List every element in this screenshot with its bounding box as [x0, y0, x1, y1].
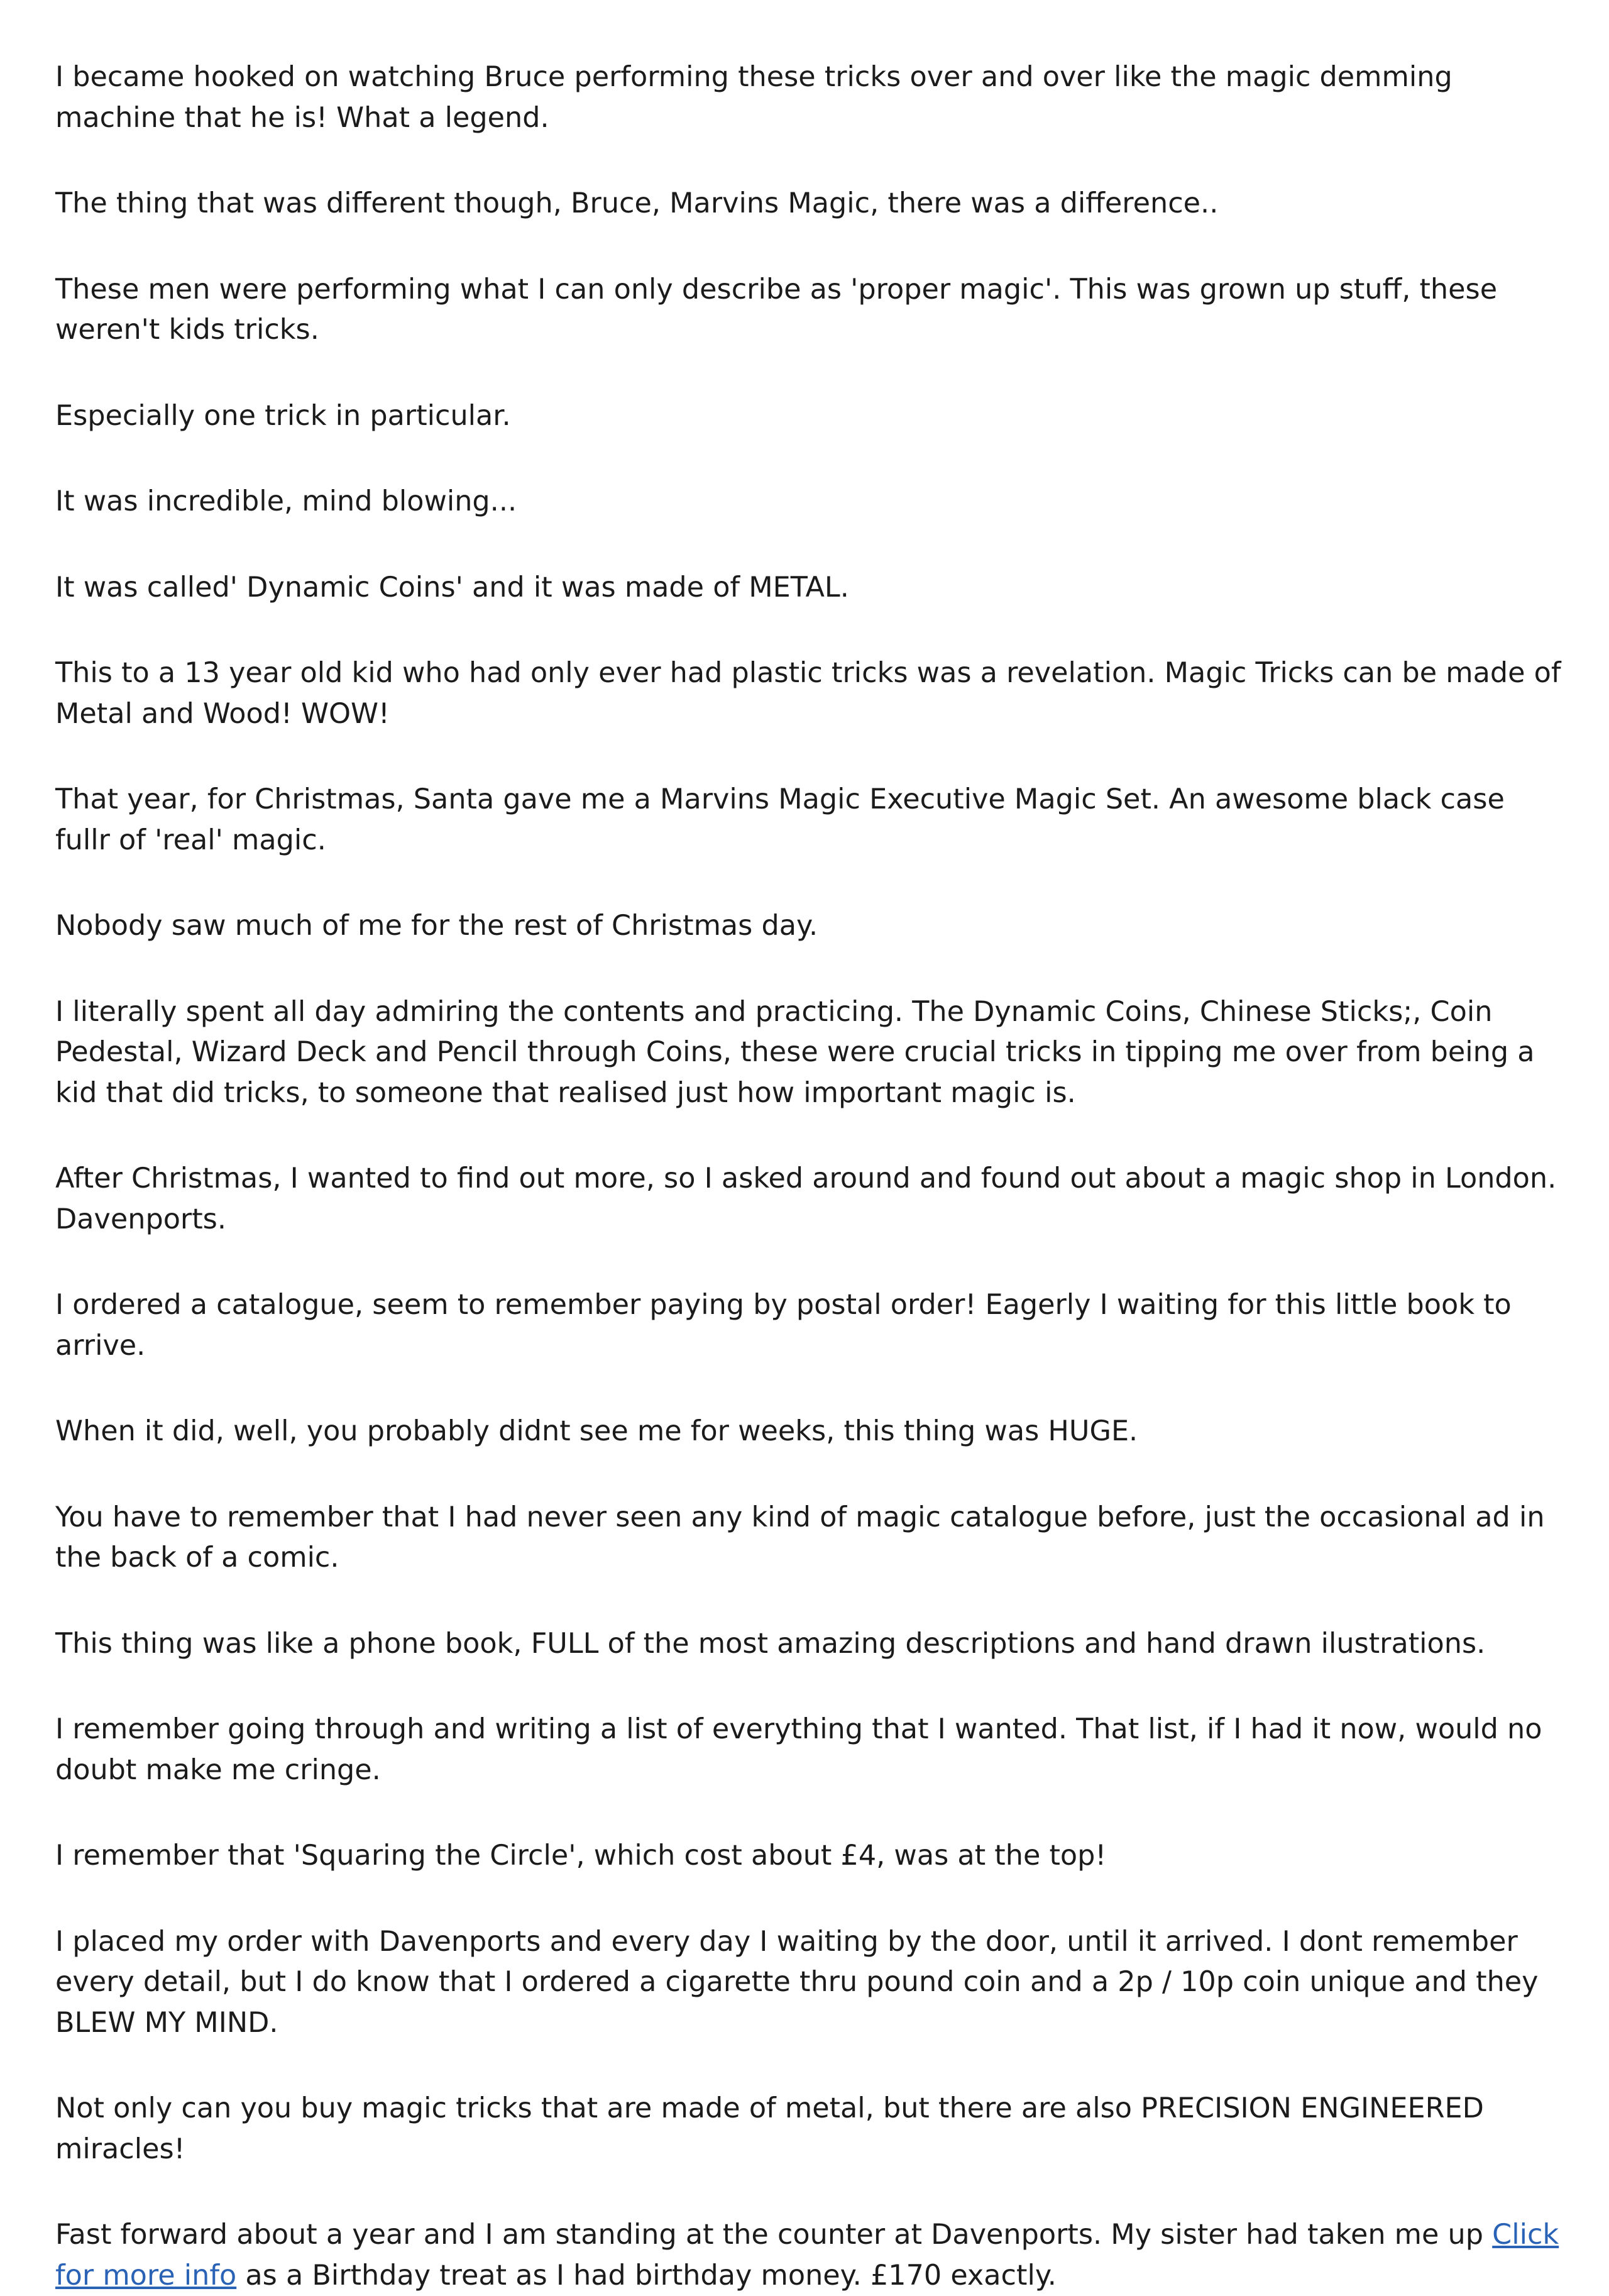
paragraph-14: You have to remember that I had never seen any kind of magic catalogue before, just the occasional ad in the back of a comic.: [55, 1501, 1545, 1574]
paragraph-16: I remember going through and writing a list of everything that I wanted. That list, if I had it now, would no doubt make me cringe.: [55, 1713, 1542, 1786]
paragraph-10: I literally spent all day admiring the contents and practicing. The Dynamic Coins, Chinese Sticks;, Coin Pedestal, Wizard Deck and Pencil through Coins, these were crucial tricks in tipping me over from being a kid that did tricks, to someone that realised just how important magic is.: [55, 995, 1535, 1109]
paragraph-15: This thing was like a phone book, FULL of the most amazing descriptions and hand drawn ilustrations.: [55, 1627, 1486, 1660]
paragraph-7: This to a 13 year old kid who had only ever had plastic tricks was a revelation. Magic Tricks can be made of Metal and Wood! WOW!: [55, 657, 1561, 730]
paragraph-9: Nobody saw much of me for the rest of Christmas day.: [55, 910, 818, 942]
paragraph-18: I placed my order with Davenports and every day I waiting by the door, until it arrived. I dont remember every detail, but I do know that I ordered a cigarette thru pound coin and a 2p / 10p coin unique and they BLEW MY MIND.: [55, 1925, 1539, 2039]
paragraph-3: These men were performing what I can only describe as 'proper magic'. This was grown up stuff, these weren't kids tricks.: [55, 273, 1498, 346]
paragraph-13: When it did, well, you probably didnt see me for weeks, this thing was HUGE.: [55, 1415, 1138, 1447]
paragraph-20-text-after-link: as a Birthday treat as I had birthday money. £170 exactly.: [236, 2259, 1057, 2292]
paragraph-17: I remember that 'Squaring the Circle', which cost about £4, was at the top!: [55, 1840, 1107, 1872]
paragraph-20-text-before-link: Fast forward about a year and I am standing at the counter at Davenports. My sister had taken me up: [55, 2219, 1493, 2251]
paragraph-6: It was called' Dynamic Coins' and it was made of METAL.: [55, 571, 849, 604]
more-info-link[interactable]: Click for more info: [55, 2219, 1559, 2292]
paragraph-8: That year, for Christmas, Santa gave me a Marvins Magic Executive Magic Set. An awesome black case fullr of 'real' magic.: [55, 783, 1505, 856]
paragraph-2: The thing that was different though, Bruce, Marvins Magic, there was a difference..: [55, 187, 1219, 219]
paragraph-19: Not only can you buy magic tricks that are made of metal, but there are also PRECISION ENGINEERED miracles!: [55, 2092, 1484, 2165]
paragraph-11: After Christmas, I wanted to find out more, so I asked around and found out about a magic shop in London. Davenports.: [55, 1162, 1557, 1235]
paragraph-4: Especially one trick in particular.: [55, 399, 511, 432]
paragraph-20: [55, 2215, 1565, 2296]
paragraph-1: I became hooked on watching Bruce performing these tricks over and over like the magic demming machine that he is! What a legend.: [55, 61, 1452, 134]
paragraph-5: It was incredible, mind blowing...: [55, 485, 517, 517]
paragraph-12: I ordered a catalogue, seem to remember paying by postal order! Eagerly I waiting for this little book to arrive.: [55, 1289, 1512, 1362]
